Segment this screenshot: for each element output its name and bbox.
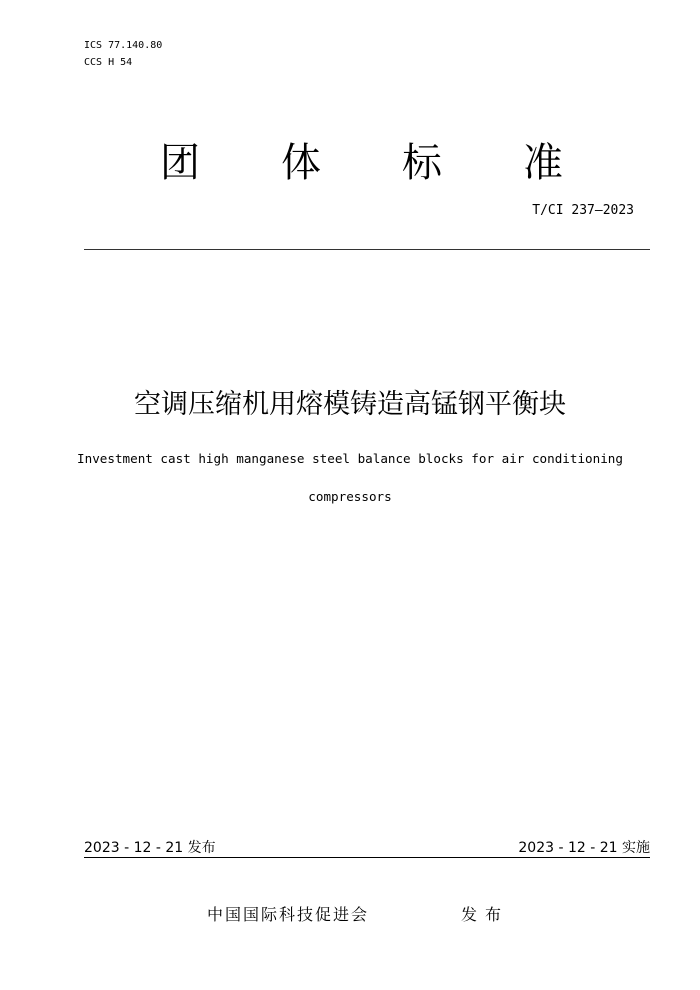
heading-char-3: 标 [402, 140, 442, 186]
standard-number: T/CI 237—2023 [532, 203, 634, 218]
issue-label: 发布 [461, 905, 510, 924]
ccs-code: CCS H 54 [84, 57, 133, 68]
footer-divider [84, 857, 650, 858]
standard-type-heading [0, 138, 700, 188]
ics-code: ICS 77.140.80 [84, 40, 163, 51]
title-chinese: 空调压缩机用熔模铸造高锰钢平衡块 [134, 389, 566, 420]
implement-date: 2023 - 12 - 21 实施 [518, 840, 650, 856]
publish-date: 2023 - 12 - 21 发布 [84, 840, 216, 856]
header-divider [84, 249, 650, 250]
heading-char-1: 团 [160, 140, 200, 186]
issuing-organization: 中国国际科技促进会 [207, 905, 370, 924]
classification-codes [84, 37, 162, 71]
heading-char-4: 准 [523, 140, 563, 186]
date-row [84, 838, 650, 858]
heading-char-2: 体 [281, 140, 321, 186]
title-english: Investment cast high manganese steel balance blocks for air conditioning compressors [77, 451, 623, 504]
